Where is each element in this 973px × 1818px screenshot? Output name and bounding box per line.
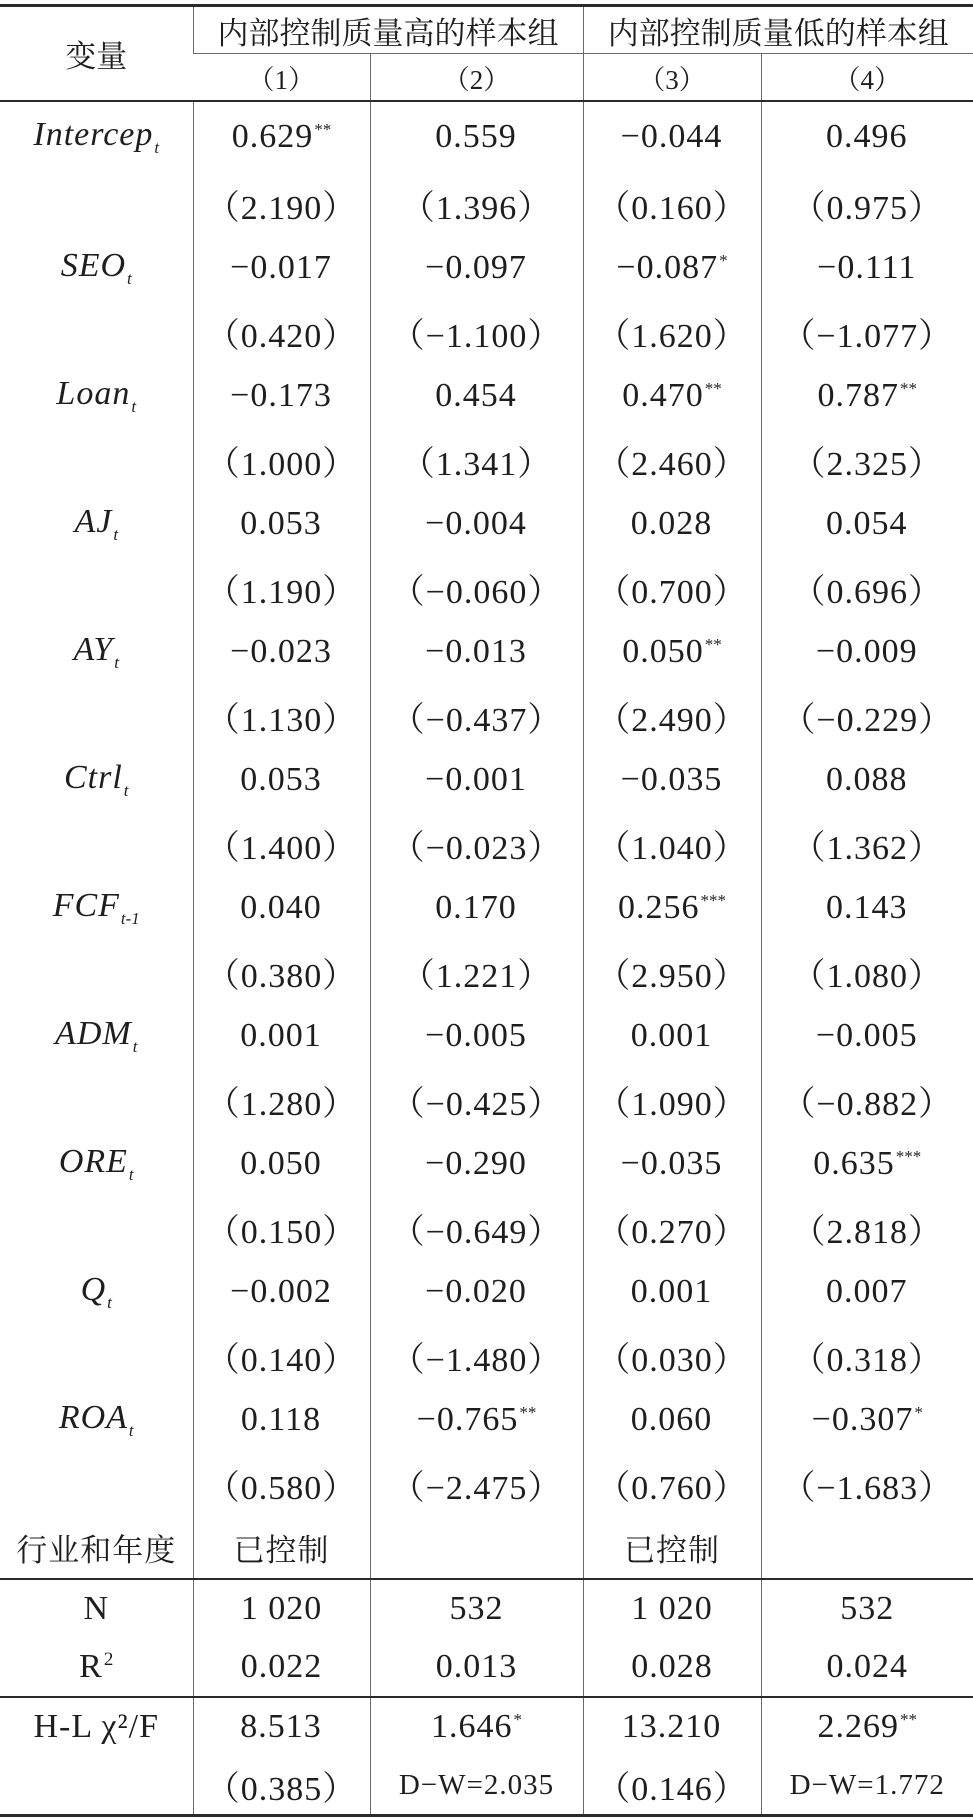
coefficient-cell — [193, 1132, 370, 1196]
variable-name — [0, 876, 193, 940]
coefficient-value: 0.001 — [630, 1017, 713, 1054]
coefficient-value: −0.111 — [817, 249, 917, 286]
tstat-cell: （2.490） — [583, 684, 761, 748]
coefficient-cell — [370, 1132, 583, 1196]
coefficient-cell — [370, 492, 583, 556]
group-high-header: 内部控制质量高的样本组 — [193, 6, 583, 54]
tstat-cell: （0.760） — [583, 1452, 761, 1516]
variable-name-blank — [0, 172, 193, 236]
coefficient-value: 0.470 — [622, 377, 704, 414]
coefficient-value: 0.170 — [435, 889, 517, 926]
tstat-cell: （−1.683） — [761, 1452, 973, 1516]
coefficient-value: −0.020 — [425, 1273, 527, 1310]
tstat-cell: （0.318） — [761, 1324, 973, 1388]
coefficient-value: 0.050 — [240, 1145, 322, 1182]
n-value: 1 020 — [193, 1579, 370, 1638]
coefficient-value: −0.005 — [425, 1017, 527, 1054]
coefficient-value: −0.009 — [815, 633, 918, 670]
col-number: （1） — [193, 54, 370, 102]
significance-stars: ** — [900, 1710, 917, 1729]
tstat-cell: （1.400） — [193, 812, 370, 876]
industry-col3: 已控制 — [583, 1516, 761, 1579]
tstat-row — [0, 1068, 973, 1132]
coefficient-cell — [370, 364, 583, 428]
coefficient-value: −0.002 — [230, 1273, 332, 1310]
coefficient-value: 0.054 — [826, 505, 908, 542]
significance-stars: * — [914, 1403, 923, 1422]
coefficient-cell — [370, 1004, 583, 1068]
tstat-cell: （−0.425） — [370, 1068, 583, 1132]
coefficient-cell — [583, 1260, 761, 1324]
tstat-cell: （0.580） — [193, 1452, 370, 1516]
coefficient-value: 0.787 — [817, 377, 899, 414]
variable-subscript: t-1 — [120, 909, 140, 928]
tstat-row — [0, 1452, 973, 1516]
coef-row — [0, 101, 973, 172]
coefficient-value: −0.173 — [230, 377, 332, 414]
coefficient-cell — [193, 620, 370, 684]
tstat-cell: （1.080） — [761, 940, 973, 1004]
coefficient-cell — [583, 236, 761, 300]
coefficient-cell — [193, 364, 370, 428]
significance-stars: ** — [704, 635, 722, 654]
group-low-header: 内部控制质量低的样本组 — [583, 6, 973, 54]
hl-number: 8.513 — [240, 1708, 322, 1745]
stats-section — [0, 1579, 973, 1816]
coefficient-value: 0.088 — [826, 761, 908, 798]
variable-name — [0, 748, 193, 812]
industry-col1: 已控制 — [193, 1516, 370, 1579]
r2-value: 0.022 — [193, 1638, 370, 1697]
coefficient-cell — [583, 101, 761, 172]
coefficient-cell — [583, 364, 761, 428]
hl-sub-value: （0.146） — [583, 1756, 761, 1816]
tstat-cell: （0.975） — [761, 172, 973, 236]
coefficient-value: 0.118 — [240, 1401, 322, 1438]
variable-subscript: t — [154, 138, 160, 157]
variable-name-blank — [0, 684, 193, 748]
variable-name — [0, 364, 193, 428]
hl-sub-label — [0, 1756, 193, 1816]
hl-value — [193, 1697, 370, 1756]
n-label: N — [0, 1579, 193, 1638]
tstat-cell: （0.150） — [193, 1196, 370, 1260]
variable-subscript: t — [132, 1037, 138, 1056]
variable-name-blank — [0, 812, 193, 876]
variable-subscript: t — [123, 781, 129, 800]
tstat-cell: （2.460） — [583, 428, 761, 492]
coefficient-value: 0.007 — [826, 1273, 908, 1310]
coefficient-cell — [193, 236, 370, 300]
variable-name — [0, 1132, 193, 1196]
tstat-row — [0, 556, 973, 620]
tstat-cell: （−0.023） — [370, 812, 583, 876]
industry-col2 — [370, 1516, 583, 1579]
hl-label: H-L χ²/F — [0, 1697, 193, 1756]
coefficient-cell — [583, 1004, 761, 1068]
coefficient-value: 0.001 — [240, 1017, 322, 1054]
coefficient-value: 0.053 — [240, 505, 322, 542]
tstat-cell: （0.140） — [193, 1324, 370, 1388]
significance-stars: ** — [519, 1403, 537, 1422]
tstat-cell: （1.362） — [761, 812, 973, 876]
table-body — [0, 101, 973, 1516]
tstat-cell: （0.160） — [583, 172, 761, 236]
coefficient-cell — [761, 1004, 973, 1068]
hl-number: 13.210 — [621, 1708, 722, 1745]
coefficient-value: −0.765 — [416, 1401, 519, 1438]
hl-number: 2.269 — [817, 1708, 899, 1745]
r2-value: 0.024 — [761, 1638, 973, 1697]
variable-symbol: ADM — [55, 1015, 132, 1052]
tstat-cell: （1.341） — [370, 428, 583, 492]
tstat-cell: （0.420） — [193, 300, 370, 364]
coefficient-value: −0.290 — [425, 1145, 527, 1182]
coefficient-cell — [370, 620, 583, 684]
variable-symbol: AJ — [74, 503, 113, 540]
tstat-cell: （−0.060） — [370, 556, 583, 620]
tstat-cell: （−1.100） — [370, 300, 583, 364]
coefficient-cell — [370, 1260, 583, 1324]
variable-name — [0, 1388, 193, 1452]
variable-symbol: FCF — [52, 887, 120, 924]
tstat-cell: （−1.077） — [761, 300, 973, 364]
tstat-cell: （2.950） — [583, 940, 761, 1004]
coefficient-cell — [370, 748, 583, 812]
coefficient-value: −0.005 — [815, 1017, 918, 1054]
tstat-cell: （0.270） — [583, 1196, 761, 1260]
coefficient-value: −0.097 — [425, 249, 527, 286]
coefficient-cell — [761, 364, 973, 428]
coef-row — [0, 1388, 973, 1452]
n-value: 1 020 — [583, 1579, 761, 1638]
variable-symbol: Q — [80, 1271, 107, 1308]
r2-label-text: R — [79, 1648, 103, 1685]
coefficient-value: 0.028 — [630, 505, 713, 542]
variable-header: 变量 — [0, 6, 193, 102]
coefficient-value: −0.013 — [425, 633, 527, 670]
coefficient-value: −0.035 — [620, 761, 723, 798]
hl-number: 1.646 — [431, 1708, 513, 1745]
significance-stars: ** — [704, 379, 722, 398]
tstat-row — [0, 1196, 973, 1260]
coefficient-cell — [370, 1388, 583, 1452]
tstat-cell: （−1.480） — [370, 1324, 583, 1388]
coefficient-cell — [370, 236, 583, 300]
r2-value: 0.013 — [370, 1638, 583, 1697]
hl-sub-value: （0.385） — [193, 1756, 370, 1816]
coefficient-value: 0.001 — [630, 1273, 713, 1310]
col-number: （2） — [370, 54, 583, 102]
col-number: （4） — [761, 54, 973, 102]
industry-label: 行业和年度 — [16, 1532, 177, 1568]
variable-symbol: SEO — [60, 247, 127, 284]
coefficient-cell — [193, 1004, 370, 1068]
coef-row — [0, 492, 973, 556]
coefficient-value: 0.454 — [435, 377, 517, 414]
variable-name — [0, 1260, 193, 1324]
coefficient-value: −0.044 — [620, 118, 723, 155]
variable-name-blank — [0, 1452, 193, 1516]
industry-col4 — [761, 1516, 973, 1579]
tstat-row — [0, 1324, 973, 1388]
variable-symbol: Loan — [56, 375, 131, 412]
coefficient-cell — [193, 748, 370, 812]
significance-stars: *** — [700, 891, 726, 910]
dw-value: D−W=2.035 — [370, 1756, 583, 1816]
coefficient-value: 0.143 — [826, 889, 908, 926]
coefficient-value: 0.635 — [813, 1145, 895, 1182]
tstat-cell: （1.130） — [193, 684, 370, 748]
variable-symbol: ROA — [58, 1399, 128, 1436]
tstat-cell: （−0.229） — [761, 684, 973, 748]
hl-value — [761, 1697, 973, 1756]
coefficient-value: 0.256 — [618, 889, 700, 926]
coef-row — [0, 620, 973, 684]
variable-subscript: t — [128, 1421, 134, 1440]
tstat-cell: （0.700） — [583, 556, 761, 620]
tstat-row — [0, 428, 973, 492]
variable-name-blank — [0, 1196, 193, 1260]
coefficient-cell — [193, 1260, 370, 1324]
coef-row — [0, 236, 973, 300]
coefficient-value: 0.496 — [826, 118, 908, 155]
variable-name-blank — [0, 556, 193, 620]
coefficient-cell — [583, 1132, 761, 1196]
variable-subscript: t — [131, 397, 137, 416]
coefficient-cell — [761, 1388, 973, 1452]
tstat-cell: （1.040） — [583, 812, 761, 876]
coefficient-value: −0.023 — [230, 633, 332, 670]
hl-value — [583, 1697, 761, 1756]
coefficient-cell — [583, 492, 761, 556]
variable-name-blank — [0, 428, 193, 492]
n-value: 532 — [370, 1579, 583, 1638]
coef-row — [0, 1260, 973, 1324]
coefficient-value: −0.017 — [230, 249, 332, 286]
r2-label — [0, 1638, 193, 1697]
tstat-cell: （1.000） — [193, 428, 370, 492]
coefficient-cell — [583, 620, 761, 684]
coefficient-cell — [583, 876, 761, 940]
coefficient-value: 0.559 — [435, 118, 517, 155]
variable-subscript: t — [107, 1293, 112, 1312]
tstat-cell: （1.190） — [193, 556, 370, 620]
coefficient-cell — [761, 620, 973, 684]
variable-name — [0, 1004, 193, 1068]
variable-symbol: AY — [73, 631, 114, 668]
coefficient-cell — [761, 1260, 973, 1324]
coefficient-cell — [193, 1388, 370, 1452]
variable-name-blank — [0, 300, 193, 364]
coefficient-value: −0.087 — [616, 249, 719, 286]
n-value: 532 — [761, 1579, 973, 1638]
coefficient-cell — [370, 876, 583, 940]
hl-value — [370, 1697, 583, 1756]
coefficient-value: −0.004 — [425, 505, 527, 542]
dw-value: D−W=1.772 — [761, 1756, 973, 1816]
tstat-cell: （0.380） — [193, 940, 370, 1004]
coefficient-cell — [193, 101, 370, 172]
coefficient-cell — [761, 101, 973, 172]
r2-superscript: 2 — [103, 1649, 114, 1670]
tstat-cell: （−2.475） — [370, 1452, 583, 1516]
significance-stars: *** — [895, 1147, 922, 1166]
coefficient-value: −0.307 — [811, 1401, 914, 1438]
variable-name-blank — [0, 1324, 193, 1388]
tstat-row — [0, 684, 973, 748]
coefficient-cell — [761, 748, 973, 812]
coefficient-value: −0.035 — [620, 1145, 723, 1182]
coef-row — [0, 876, 973, 940]
tstat-row — [0, 940, 973, 1004]
variable-name — [0, 236, 193, 300]
tstat-cell: （2.325） — [761, 428, 973, 492]
tstat-cell: （0.030） — [583, 1324, 761, 1388]
coefficient-cell — [761, 1132, 973, 1196]
significance-stars: ** — [314, 120, 332, 139]
tstat-cell: （1.221） — [370, 940, 583, 1004]
coefficient-cell — [761, 492, 973, 556]
tstat-cell: （−0.882） — [761, 1068, 973, 1132]
variable-name — [0, 101, 193, 172]
tstat-cell: （1.620） — [583, 300, 761, 364]
variable-symbol: Intercep — [33, 116, 154, 153]
table-header — [0, 6, 973, 102]
tstat-cell: （1.396） — [370, 172, 583, 236]
coefficient-value: 0.053 — [240, 761, 322, 798]
tstat-cell: （2.818） — [761, 1196, 973, 1260]
coefficient-cell — [583, 748, 761, 812]
tstat-cell: （0.696） — [761, 556, 973, 620]
variable-subscript: t — [127, 269, 132, 288]
variable-name — [0, 492, 193, 556]
coef-row — [0, 748, 973, 812]
regression-table — [0, 4, 973, 1817]
r2-value: 0.028 — [583, 1638, 761, 1697]
tstat-row — [0, 812, 973, 876]
tstat-cell: （−0.649） — [370, 1196, 583, 1260]
coef-row — [0, 1132, 973, 1196]
coefficient-value: −0.001 — [425, 761, 527, 798]
significance-stars: ** — [900, 379, 917, 398]
coef-row — [0, 364, 973, 428]
tstat-row — [0, 300, 973, 364]
coef-row — [0, 1004, 973, 1068]
tstat-cell: （2.190） — [193, 172, 370, 236]
variable-symbol: ORE — [58, 1143, 128, 1180]
significance-stars: * — [719, 251, 728, 270]
variable-subscript: t — [128, 1165, 134, 1184]
tstat-cell: （1.280） — [193, 1068, 370, 1132]
coefficient-value: 0.060 — [630, 1401, 713, 1438]
coefficient-cell — [193, 876, 370, 940]
coefficient-cell — [583, 1388, 761, 1452]
tstat-cell: （−0.437） — [370, 684, 583, 748]
significance-stars: * — [513, 1710, 522, 1729]
industry-section — [0, 1516, 973, 1579]
variable-name-blank — [0, 940, 193, 1004]
coefficient-cell — [193, 492, 370, 556]
coefficient-value: 0.629 — [231, 118, 314, 155]
variable-subscript: t — [114, 653, 120, 672]
coefficient-cell — [370, 101, 583, 172]
variable-name-blank — [0, 1068, 193, 1132]
variable-subscript: t — [113, 525, 119, 544]
tstat-cell: （1.090） — [583, 1068, 761, 1132]
coefficient-value: 0.040 — [240, 889, 322, 926]
tstat-row — [0, 172, 973, 236]
coefficient-cell — [761, 876, 973, 940]
variable-symbol: Ctrl — [63, 759, 123, 796]
col-number: （3） — [583, 54, 761, 102]
coefficient-cell — [761, 236, 973, 300]
coefficient-value: 0.050 — [622, 633, 704, 670]
variable-name — [0, 620, 193, 684]
